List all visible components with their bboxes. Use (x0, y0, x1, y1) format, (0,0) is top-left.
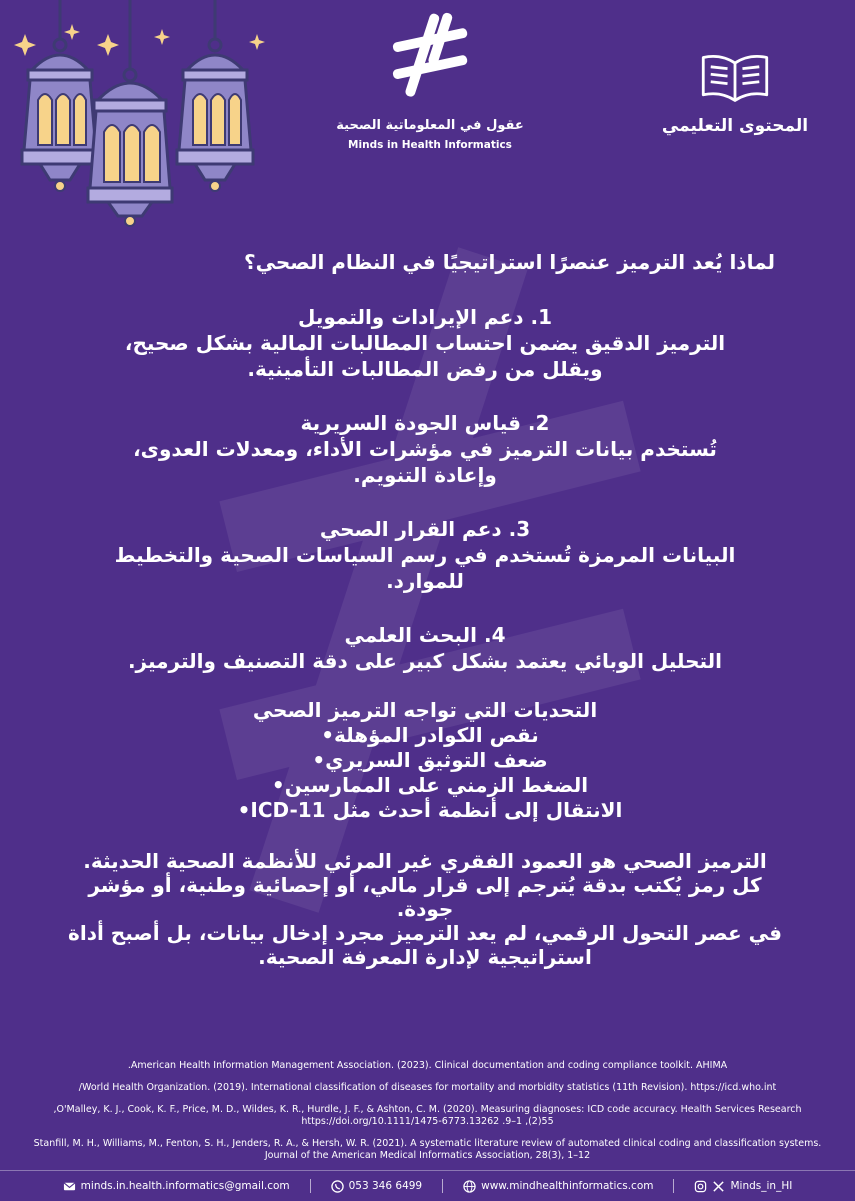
instagram-icon (694, 1180, 707, 1193)
section-research (40, 622, 810, 674)
section-title: 4. البحث العلمي (344, 623, 506, 647)
lantern-icon (22, 39, 98, 191)
footer-social-text: Minds_in_HI (730, 1180, 793, 1192)
section-title: 1. دعم الإيرادات والتمويل (297, 305, 553, 329)
section-revenue (40, 304, 810, 382)
main-question: لماذا يُعد الترميز عنصرًا استراتيجيًا في النظام الصحي؟ (243, 250, 775, 274)
brand-logo (330, 10, 530, 151)
section-body-line: للموارد. (386, 569, 464, 593)
closing-line: كل رمز يُكتب بدقة يُترجم إلى قرار مالي، أو إحصائية وطنية، أو مؤشر (88, 873, 762, 897)
challenges-list (40, 723, 810, 823)
section-body-line: وإعادة التنويم. (353, 463, 497, 487)
closing-paragraph (40, 849, 810, 969)
footer-email[interactable] (63, 1180, 290, 1193)
footer-email-text: minds.in.health.informatics@gmail.com (80, 1180, 290, 1192)
globe-icon (463, 1180, 476, 1193)
footer-divider (442, 1179, 443, 1193)
section-decision (40, 516, 810, 594)
brand-name-arabic: عقول في المعلوماتية الصحية (336, 118, 524, 133)
brand-name-english: Minds in Health Informatics (348, 139, 512, 151)
x-twitter-icon (712, 1180, 725, 1193)
closing-line: جودة. (396, 897, 454, 921)
lantern-icon (88, 69, 172, 226)
footer-phone-text: 053 346 6499 (348, 1180, 423, 1192)
list-item: الضغط الزمني على الممارسين• (271, 773, 589, 797)
footer-divider (673, 1179, 674, 1193)
lantern-icon (177, 39, 253, 191)
section-body-line: الترميز الدقيق يضمن احتساب المطالبات المالية بشكل صحيح، (124, 331, 726, 355)
section-title: 3. دعم القرار الصحي (319, 517, 531, 541)
references (20, 1060, 835, 1172)
closing-line: استراتيجية لإدارة المعرفة الصحية. (258, 945, 592, 969)
footer-phone[interactable] (331, 1180, 422, 1193)
main-content (40, 250, 810, 969)
reference-item: ,O'Malley, K. J., Cook, K. F., Price, M. D., Wildes, K. R., Hurdle, J. F., & Ashton, C. M. (2020). Measuring diagnoses: ICD code accuracy. Health Services Research https://doi.org/10.1111/1475-6773.13262 .9–1 ,(2)55 (53, 1104, 802, 1127)
challenges-title: التحديات التي تواجه الترميز الصحي (252, 698, 598, 722)
closing-line: في عصر التحول الرقمي، لم يعد الترميز مجرد إدخال بيانات، بل أصبح أداة (68, 921, 782, 945)
list-item: الانتقال إلى أنظمة أحدث مثل ICD-11• (237, 798, 623, 822)
email-icon (63, 1180, 76, 1193)
lanterns-decoration (0, 0, 270, 230)
content-type-label: المحتوى التعليمي (661, 116, 809, 136)
section-title: 2. قياس الجودة السريرية (300, 411, 550, 435)
open-book-icon (697, 50, 773, 106)
whatsapp-icon (331, 1180, 344, 1193)
section-body-line: تُستخدم بيانات الترميز في مؤشرات الأداء، ومعدلات العدوى، (133, 437, 717, 461)
section-quality (40, 410, 810, 488)
content-type-badge (640, 50, 830, 136)
footer-social[interactable] (694, 1180, 792, 1193)
footer-website[interactable] (463, 1180, 653, 1193)
brand-logo-mark (385, 10, 475, 100)
reference-item: /World Health Organization. (2019). International classification of diseases for mortality and morbidity statistics (11th Revision). https://icd.who.int (78, 1082, 777, 1093)
section-body-line: التحليل الوبائي يعتمد بشكل كبير على دقة التصنيف والترميز. (127, 649, 723, 673)
reference-item: .American Health Information Management Association. (2023). Clinical documentation and coding compliance toolkit. AHIMA (127, 1060, 728, 1071)
section-body-line: البيانات المرمزة تُستخدم في رسم السياسات الصحية والتخطيط (114, 543, 736, 567)
closing-line: الترميز الصحي هو العمود الفقري غير المرئي للأنظمة الصحية الحديثة. (83, 849, 767, 873)
footer-website-text: www.mindhealthinformatics.com (481, 1180, 654, 1192)
reference-item: Stanfill, M. H., Williams, M., Fenton, S. H., Jenders, R. A., & Hersh, W. R. (2021). A systematic literature review of automated clinical coding and classification systems. Journal of the American Medical Informatics Association, 28(3), 1–12 (33, 1138, 822, 1161)
footer-divider (310, 1179, 311, 1193)
contact-footer (0, 1170, 855, 1201)
list-item: نقص الكوادر المؤهلة• (321, 723, 539, 747)
section-body-line: ويقلل من رفض المطالبات التأمينية. (247, 357, 603, 381)
challenges-section (40, 698, 810, 823)
list-item: ضعف التوثيق السريري• (312, 748, 548, 772)
